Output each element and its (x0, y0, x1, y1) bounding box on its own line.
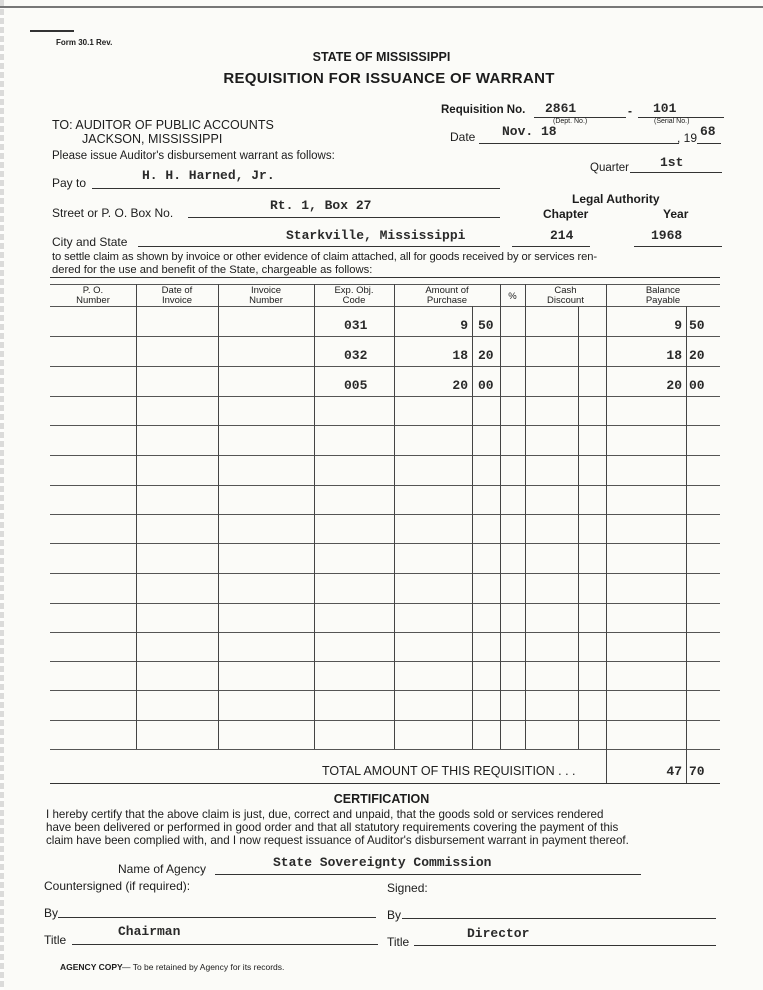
row1-balance-cents[interactable]: 50 (689, 318, 705, 333)
col-header-po (50, 286, 136, 306)
please-issue-text: Please issue Auditor's disbursement warrant as follows: (52, 150, 335, 162)
cert-line-1: I hereby certify that the above claim is just, due, correct and unpaid, that the goods sold or services rendered (46, 808, 604, 821)
street-label: Street or P. O. Box No. (52, 206, 174, 220)
col-header-discount (525, 286, 606, 306)
col-header-pct-text: % (508, 291, 517, 302)
chapter-label: Chapter (543, 207, 589, 221)
col-header-balance (606, 286, 720, 306)
row-line (50, 455, 720, 456)
col-header-amount-text: Amount of Purchase (425, 285, 469, 306)
settle-line-1: to settle claim as shown by invoice or other evidence of claim attached, all for goods received by or services ren- (52, 251, 598, 263)
col-divider (314, 284, 315, 749)
year-label: Year (663, 207, 689, 221)
title-label-left: Title (44, 933, 67, 947)
row-line (50, 396, 720, 397)
legal-year-line (634, 246, 722, 247)
cents-divider (578, 306, 579, 749)
row-line (50, 690, 720, 691)
row-line (50, 425, 720, 426)
row-line (50, 632, 720, 633)
agency-copy-note: — To be retained by Agency for its records. (122, 962, 285, 972)
col-header-discount-text: Cash Discount (547, 285, 584, 306)
cert-line-2: have been delivered or performed in good order and that all statutory requirements covering the payment of this (46, 821, 619, 834)
cents-divider (472, 306, 473, 749)
form-number: Form 30.1 Rev. (56, 38, 113, 47)
legal-authority-label: Legal Authority (572, 192, 660, 206)
row2-amount-dollars[interactable]: 18 (452, 348, 468, 363)
title-line-left (72, 944, 378, 945)
row-line (50, 366, 720, 367)
state-heading: STATE OF MISSISSIPPI (312, 50, 451, 64)
table-header-bottom (50, 306, 720, 307)
cert-line-3: claim have been complied with, and I now request issuance of Auditor's disbursement warrant in payment thereof. (46, 834, 629, 847)
title-left-value[interactable]: Chairman (118, 924, 181, 939)
requisition-label: Requisition No. (441, 104, 526, 116)
quarter-label: Quarter (590, 162, 629, 174)
agency-copy-label: AGENCY COPY (60, 962, 123, 972)
dash: - (628, 104, 632, 118)
chapter-line (512, 246, 590, 247)
row-line (50, 485, 720, 486)
quarter-line (630, 172, 722, 173)
street-line (188, 217, 500, 218)
by-line-left[interactable] (58, 917, 376, 918)
total-label: TOTAL AMOUNT OF THIS REQUISITION . . . (322, 764, 576, 778)
col-divider (218, 284, 219, 749)
row-line (50, 336, 720, 337)
col-header-pct (500, 292, 525, 302)
agency-value[interactable]: State Sovereignty Commission (273, 855, 492, 870)
dept-no-caption: (Dept. No.) (553, 118, 588, 125)
signed-label: Signed: (387, 881, 428, 895)
row2-balance-dollars[interactable]: 18 (666, 348, 682, 363)
row1-amount-dollars[interactable]: 9 (460, 318, 468, 333)
row1-amount-cents[interactable]: 50 (478, 318, 494, 333)
cents-divider (686, 306, 687, 783)
table-header-top (50, 284, 720, 285)
title-line-right (414, 945, 716, 946)
chapter-value[interactable]: 214 (550, 228, 574, 243)
row3-amount-dollars[interactable]: 20 (452, 378, 468, 393)
col-header-balance-text: Balance Payable (645, 285, 681, 306)
title-label-right: Title (387, 935, 410, 949)
by-label-right: By (387, 908, 402, 922)
date-label: Date (450, 130, 476, 144)
date-line (479, 143, 679, 144)
col-header-invoice (218, 286, 314, 306)
row3-balance-cents[interactable]: 00 (689, 378, 705, 393)
col-divider (136, 284, 137, 749)
city-value[interactable]: Starkville, Mississippi (286, 228, 466, 243)
city-label: City and State (52, 235, 128, 249)
row-line (50, 543, 720, 544)
pay-to-value[interactable]: H. H. Harned, Jr. (142, 168, 275, 183)
certification-title: CERTIFICATION (333, 792, 430, 806)
left-edge-perforation (0, 0, 4, 990)
settle-line-2: dered for the use and benefit of the State, chargeable as follows: (52, 264, 373, 276)
col-header-exp-text: Exp. Obj. Code (334, 285, 374, 306)
total-cents[interactable]: 70 (689, 764, 705, 779)
table-top-border (50, 277, 720, 278)
row-line (50, 573, 720, 574)
countersigned-label: Countersigned (if required): (44, 879, 191, 893)
serial-no-caption: (Serial No.) (654, 118, 690, 125)
col-header-invoice-text: Invoice Number (249, 285, 283, 306)
table-bottom-border (50, 783, 720, 784)
form-title: REQUISITION FOR ISSUANCE OF WARRANT (223, 70, 555, 87)
to-line-2: JACKSON, MISSISSIPPI (82, 132, 223, 146)
total-dollars[interactable]: 47 (666, 764, 682, 779)
row3-amount-cents[interactable]: 00 (478, 378, 494, 393)
pay-to-label: Pay to (52, 176, 87, 190)
row1-balance-dollars[interactable]: 9 (674, 318, 682, 333)
date-value[interactable]: Nov. 18 (502, 124, 557, 139)
row-line (50, 661, 720, 662)
row-line (50, 603, 720, 604)
row2-amount-cents[interactable]: 20 (478, 348, 494, 363)
by-line-right[interactable] (402, 918, 716, 919)
legal-year-value[interactable]: 1968 (651, 228, 683, 243)
row-line (50, 514, 720, 515)
row1-code[interactable]: 031 (344, 318, 368, 333)
pay-to-line (92, 188, 500, 189)
col-header-date-text: Date of Invoice (161, 285, 193, 306)
to-line-1: TO: AUDITOR OF PUBLIC ACCOUNTS (52, 118, 274, 132)
year-value[interactable]: 68 (700, 124, 716, 139)
row3-code[interactable]: 005 (344, 378, 368, 393)
col-divider (525, 284, 526, 749)
col-header-po-text: P. O. Number (76, 285, 110, 306)
col-header-date (136, 286, 218, 306)
col-header-amount (394, 286, 500, 306)
form-no-rule (30, 30, 74, 32)
by-label-left: By (44, 906, 59, 920)
agency-label: Name of Agency (118, 862, 207, 876)
col-header-exp (314, 286, 394, 306)
street-value[interactable]: Rt. 1, Box 27 (270, 198, 372, 213)
city-line (138, 246, 500, 247)
quarter-value[interactable]: 1st (660, 155, 684, 170)
row3-balance-dollars[interactable]: 20 (666, 378, 682, 393)
year-line (697, 143, 721, 144)
row-line (50, 749, 720, 750)
title-right-value[interactable]: Director (467, 926, 530, 941)
row2-code[interactable]: 032 (344, 348, 368, 363)
year-prefix: , 19 (677, 131, 698, 145)
agency-line (215, 874, 641, 875)
row2-balance-cents[interactable]: 20 (689, 348, 705, 363)
row-line (50, 720, 720, 721)
top-edge-line (0, 6, 763, 8)
col-divider (500, 284, 501, 749)
dept-no-value[interactable]: 2861 (545, 101, 577, 116)
serial-no-value[interactable]: 101 (653, 101, 677, 116)
